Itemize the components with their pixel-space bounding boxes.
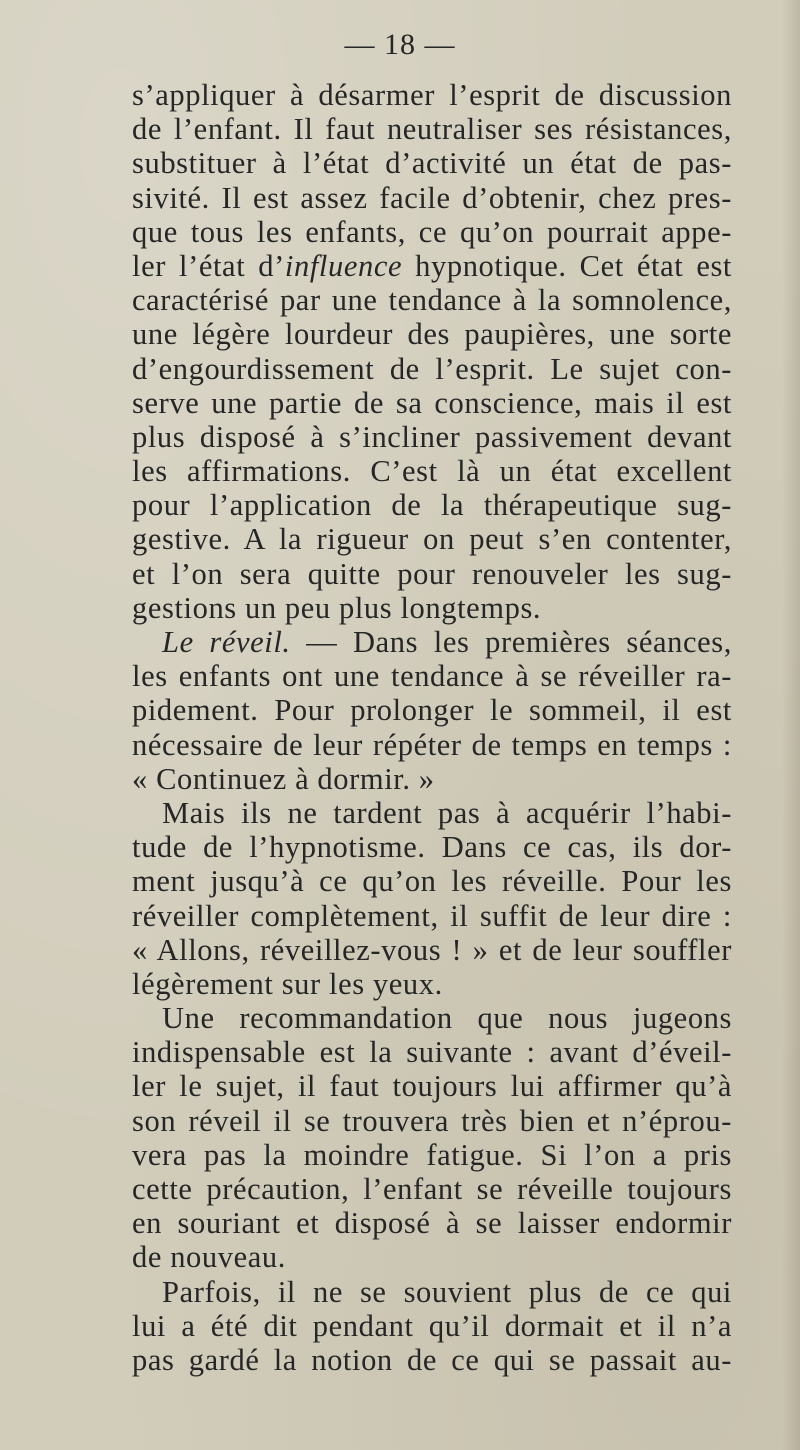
text-line [132,625,732,659]
text-line [132,249,732,283]
text-line: cette précaution, l’enfant se réveille toujours [132,1172,732,1206]
text-line: s’appliquer à désarmer l’esprit de discussion [132,78,732,112]
text-line: en souriant et disposé à se laisser endormir [132,1206,732,1241]
text-line: pas gardé la notion de ce qui se passait au- [132,1342,732,1377]
page-edge-shadow [782,0,800,1450]
page-number: — 18 — [344,28,456,61]
text-line: ler le sujet, il faut toujours lui affirmer qu’à [132,1069,732,1104]
italic-segment: influence [284,248,403,283]
text-line: gestions un peu plus longtemps. [132,590,542,625]
text-line: Une recommandation que nous jugeons [162,1001,732,1036]
text-line: ment jusqu’à ce qu’on les réveille. Pour les [132,864,732,899]
text-line: les affirmations. C’est là un état excellent [132,454,732,489]
text-line: « Allons, réveillez-vous ! » et de leur souffler [132,932,732,967]
text-line: une légère lourdeur des paupières, une sorte [132,317,732,352]
text-line: serve une partie de sa conscience, mais il est [132,385,732,420]
body-text [132,78,732,1377]
text-line: et l’on sera quitte pour renouveler les sug- [132,556,732,591]
text-line: de nouveau. [132,1240,286,1275]
text-line: que tous les enfants, ce qu’on pourrait appe- [132,214,732,249]
text-line: pidement. Pour prolonger le sommeil, il est [132,693,732,728]
text-line: substituer à l’état d’activité un état de pas- [132,146,732,181]
text-line: tude de l’hypnotisme. Dans ce cas, ils dor- [132,830,732,865]
italic-segment: Le réveil. [162,625,291,659]
text-segment: — Dans les premières séances, [290,625,732,659]
text-line: les enfants ont une tendance à se réveiller ra- [132,659,732,694]
text-line: d’engourdissement de l’esprit. Le sujet con- [132,351,732,386]
text-line: sivité. Il est assez facile d’obtenir, chez pres- [132,180,732,215]
text-line: caractérisé par une tendance à la somnolence, [132,283,732,318]
text-line: « Continuez à dormir. » [132,761,435,796]
text-line: pour l’application de la thérapeutique sug- [132,488,732,523]
text-line: réveiller complètement, il suffit de leur dire : [132,898,732,933]
text-line: Mais ils ne tardent pas à acquérir l’habi- [162,795,732,830]
text-line: indispensable est la suivante : avant d’éveil- [132,1035,732,1070]
text-line: gestive. A la rigueur on peut s’en contenter, [132,522,732,557]
text-line: son réveil il se trouvera très bien et n’éprou- [132,1103,732,1138]
text-line: lui a été dit pendant qu’il dormait et il n’a [132,1308,732,1343]
text-line: plus disposé à s’incliner passivement devant [132,419,732,454]
text-line: légèrement sur les yeux. [132,966,443,1001]
text-line: de l’enfant. Il faut neutraliser ses résistances, [132,112,732,147]
text-line: nécessaire de leur répéter de temps en temps : [132,727,732,762]
text-segment: hypnotique. Cet état est [402,248,732,283]
text-line: Parfois, il ne se souvient plus de ce qui [162,1274,732,1309]
text-segment: ler l’état d’ [132,248,285,283]
text-line: vera pas la moindre fatigue. Si l’on a pris [132,1137,732,1172]
